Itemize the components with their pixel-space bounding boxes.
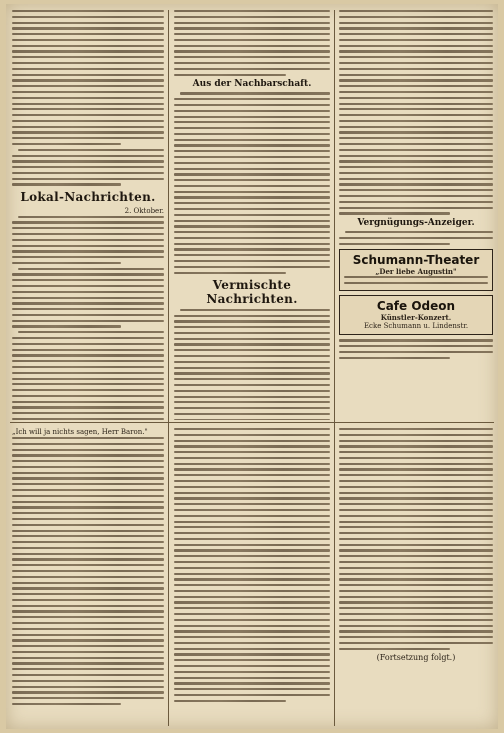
- story-opening: „Ich will ja nichts sagen, Herr Baron.": [12, 428, 148, 436]
- newspaper-page: [6, 4, 498, 729]
- cafe-tagline: Künstler-Konzert.: [380, 313, 452, 323]
- theater-title: Schumann-Theater: [352, 252, 480, 267]
- lower-section-rule: [10, 422, 494, 423]
- cafe-note: Ecke Schumann u. Lindenstr.: [363, 322, 469, 331]
- lokal-heading: Lokal-Nachrichten.: [20, 189, 156, 204]
- story-column-1: [12, 428, 164, 726]
- theater-ad: [339, 249, 493, 292]
- column-middle: [174, 10, 330, 420]
- vergnuegung-heading: Vergnügungs-Anzeiger.: [357, 218, 475, 229]
- lokal-date: 2. Oktober.: [124, 206, 164, 215]
- story-column-2: [174, 428, 330, 726]
- theater-tagline: „Der liebe Augustin": [375, 266, 457, 276]
- column-left: [12, 10, 164, 420]
- story-column-3: [339, 428, 493, 726]
- column-rule-2: [334, 10, 335, 726]
- column-right: [339, 10, 493, 420]
- column-rule-1: [168, 10, 169, 726]
- cafe-title: Cafe Odeon: [376, 299, 456, 314]
- vermischte-heading: Vermischte Nachrichten.: [206, 277, 298, 306]
- cafe-ad: [339, 295, 493, 335]
- rundschau-heading: Aus der Nachbarschaft.: [192, 79, 312, 90]
- fortsetzung-note: (Fortsetzung folgt.): [376, 653, 456, 663]
